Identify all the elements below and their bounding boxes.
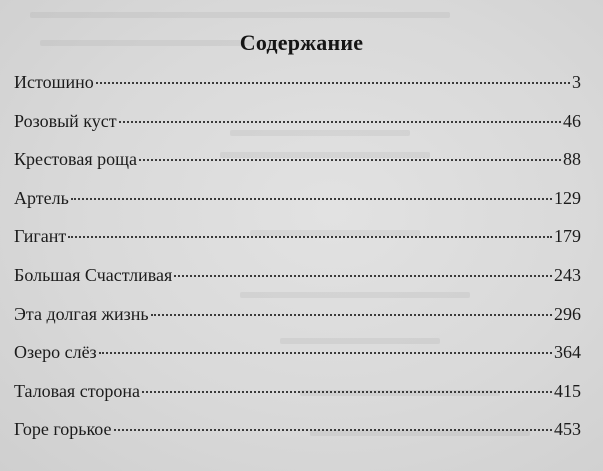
toc-entry-page: 179	[554, 226, 581, 247]
toc-entry-title: Эта долгая жизнь	[14, 303, 149, 324]
toc-entry-page: 129	[554, 187, 581, 208]
toc-entry-page: 46	[563, 110, 581, 131]
toc-entry	[14, 148, 581, 187]
toc-entry	[14, 303, 581, 342]
toc-entry	[14, 110, 581, 149]
toc-entry-title: Истошино	[14, 72, 94, 92]
toc-entry	[14, 225, 581, 264]
toc-entry-title: Озеро слёз	[14, 342, 97, 363]
toc-entry-page: 415	[554, 380, 581, 401]
toc-entry	[14, 71, 581, 110]
dot-leader	[142, 391, 552, 393]
contents-heading: Содержание	[239, 30, 364, 55]
toc-entry-title: Розовый куст	[14, 110, 117, 131]
toc-entry-page: 296	[554, 303, 581, 324]
toc-entry	[14, 187, 581, 226]
toc-entry-title: Горе горькое	[14, 419, 112, 440]
toc-entry-title: Гигант	[14, 226, 67, 247]
dot-leader	[151, 314, 552, 316]
dot-leader	[139, 159, 561, 161]
dot-leader	[96, 82, 570, 84]
dot-leader	[99, 352, 552, 354]
dot-leader	[71, 198, 552, 200]
dot-leader	[68, 236, 552, 238]
toc-entry-title: Крестовая роща	[14, 149, 137, 170]
toc-entry	[14, 380, 581, 419]
toc-entry-title: Таловая сторона	[14, 380, 140, 401]
dot-leader	[119, 121, 561, 123]
toc-entry	[14, 418, 581, 457]
table-of-contents	[14, 71, 581, 457]
dot-leader	[174, 275, 552, 277]
toc-entry-page: 88	[563, 149, 581, 170]
toc-entry-page: 364	[554, 342, 581, 363]
toc-entry-page: 243	[554, 264, 581, 285]
dot-leader	[114, 429, 553, 431]
toc-entry-title: Большая Счастливая	[14, 264, 173, 285]
toc-entry-title: Артель	[14, 187, 69, 208]
toc-entry-page: 3	[572, 72, 581, 92]
toc-entry	[14, 264, 581, 303]
toc-entry-page: 453	[554, 419, 581, 440]
toc-entry	[14, 341, 581, 380]
